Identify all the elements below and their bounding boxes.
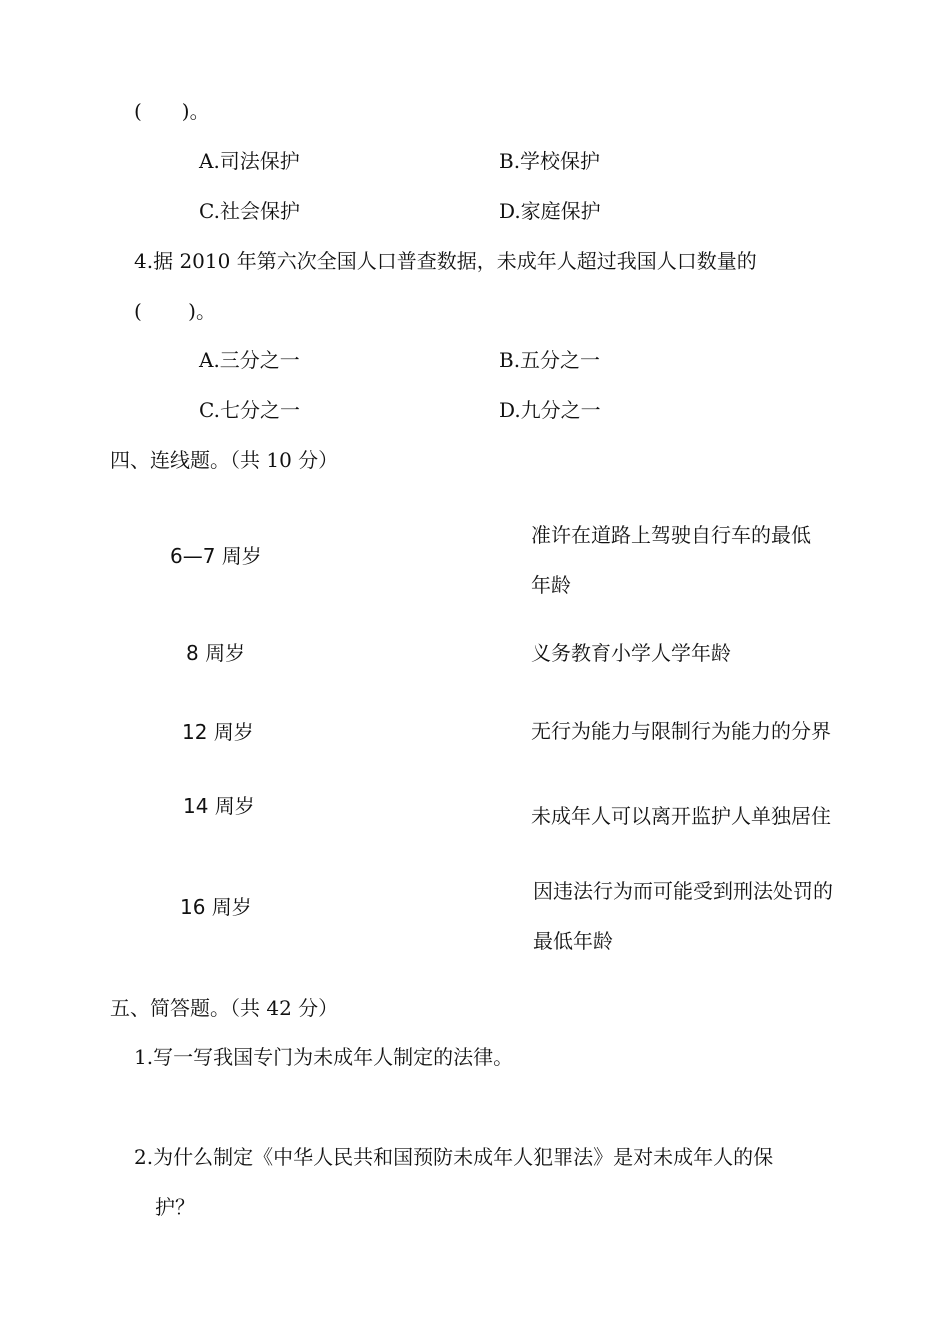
match-left-item-2: 8 周岁 [186,641,246,665]
q4-answer-blank: ( )。 [134,299,216,323]
match-left-item-5: 16 周岁 [180,895,252,919]
q3-answer-blank: ( )。 [134,99,210,123]
match-right-item-2: 义务教育小学人学年龄 [531,641,731,665]
section5-question-2-line1: 2.为什么制定《中华人民共和国预防未成年人犯罪法》是对未成年人的保 [134,1145,774,1169]
q4-option-d: D.九分之一 [499,398,601,422]
q4-option-c: C.七分之一 [199,398,300,422]
q4-option-b: B.五分之一 [499,348,601,372]
q3-option-c: C.社会保护 [199,199,300,223]
q4-stem: 4.据 2010 年第六次全国人口普查数据，未成年人超过我国人口数量的 [134,249,757,273]
q4-option-a: A.三分之一 [199,348,300,372]
match-right-item-5-line1: 因违法行为而可能受到刑法处罚的 [533,879,833,903]
q3-option-a: A.司法保护 [199,149,300,173]
section5-heading: 五、简答题。（共 42 分） [110,996,339,1020]
q3-option-b: B.学校保护 [499,149,601,173]
match-right-item-4: 未成年人可以离开监护人单独居住 [531,804,831,828]
match-left-item-4: 14 周岁 [183,794,255,818]
match-right-item-3: 无行为能力与限制行为能力的分界 [531,719,831,743]
section5-question-2-line2: 护？ [155,1195,195,1219]
match-left-item-1: 6—7 周岁 [170,544,262,568]
match-left-item-3: 12 周岁 [182,720,254,744]
match-right-item-1-line1: 准许在道路上驾驶自行车的最低 [531,523,811,547]
section5-question-1: 1.写一写我国专门为未成年人制定的法律。 [134,1045,514,1069]
q3-option-d: D.家庭保护 [499,199,601,223]
match-right-item-1-line2: 年龄 [531,573,571,597]
match-right-item-5-line2: 最低年龄 [533,929,613,953]
section4-heading: 四、连线题。（共 10 分） [110,448,339,472]
